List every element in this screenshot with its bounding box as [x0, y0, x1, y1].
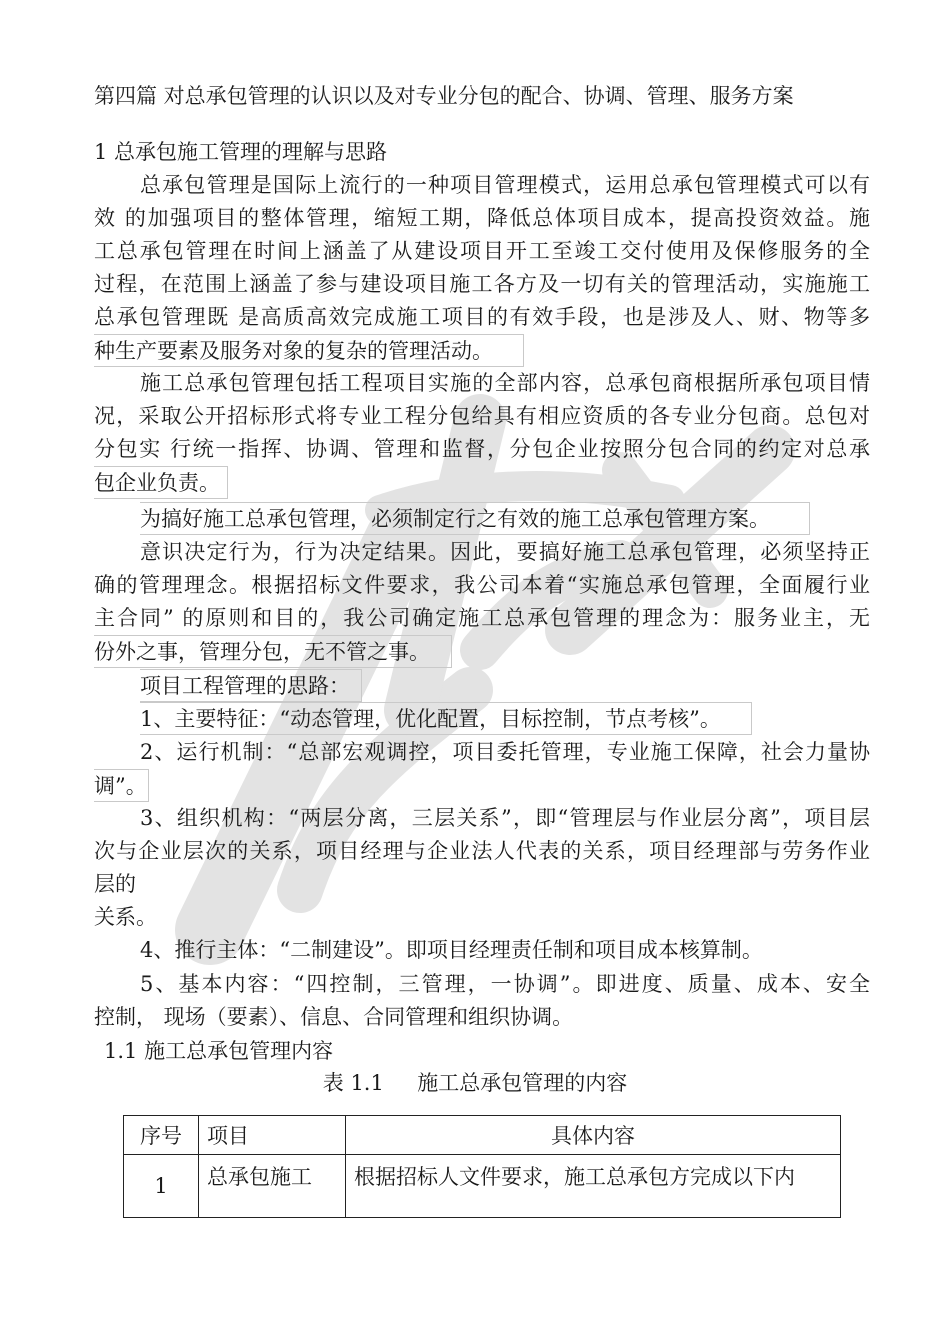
body-line: 层的: [94, 872, 136, 896]
body-line: 4、推行主体：“二制建设”。即项目经理责任制和项目成本核算制。: [140, 938, 763, 962]
body-line: 关系。: [94, 905, 157, 929]
body-line: 总承包管理是国际上流行的一种项目管理模式，运用总承包管理模式可以有: [140, 173, 870, 197]
body-line: 工总承包管理在时间上涵盖了从建设项目开工至竣工交付使用及保修服务的全: [94, 239, 870, 263]
body-line: 确的管理理念。根据招标文件要求，我公司本着“实施总承包管理，全面履行业: [94, 573, 870, 597]
body-line: 5、基本内容：“四控制，三管理，一协调”。即进度、质量、成本、安全: [140, 972, 870, 996]
body-line: 主合同” 的原则和目的，我公司确定施工总承包管理的理念为：服务业主，无: [94, 606, 870, 630]
body-line: 总承包管理既 是高质高效完成施工项目的有效手段，也是涉及人、财、物等多: [94, 305, 870, 329]
body-line: 包企业负责。: [94, 466, 228, 499]
body-line: 1、主要特征：“动态管理，优化配置，目标控制，节点考核”。: [140, 702, 752, 735]
table-cell: 1: [124, 1155, 199, 1218]
body-line: 调”。: [94, 769, 149, 802]
body-line: 份外之事，管理分包，无不管之事。: [94, 635, 452, 668]
body-line: 种生产要素及服务对象的复杂的管理活动。: [94, 334, 524, 367]
body-line: 次与企业层次的关系，项目经理与企业法人代表的关系，项目经理部与劳务作业: [94, 839, 870, 863]
document-heading: 第四篇 对总承包管理的认识以及对专业分包的配合、协调、管理、服务方案: [94, 84, 794, 108]
body-line: 况，采取公开招标形式将专业工程分包给具有相应资质的各专业分包商。总包对: [94, 404, 870, 428]
table-caption: 表 1.1 施工总承包管理的内容: [322, 1071, 628, 1095]
body-line: 意识决定行为，行为决定结果。因此，要搞好施工总承包管理，必须坚持正: [140, 540, 870, 564]
header-cell: 序号: [124, 1116, 199, 1155]
header-cell: 项目: [199, 1116, 346, 1155]
body-line: 项目工程管理的思路：: [140, 669, 362, 702]
table-cell: 根据招标人文件要求，施工总承包方完成以下内: [346, 1155, 841, 1218]
body-line: 控制， 现场（要素）、信息、合同管理和组织协调。: [94, 1005, 574, 1029]
body-line: 过程，在范围上涵盖了参与建设项目施工各方及一切有关的管理活动，实施施工: [94, 272, 870, 296]
body-line: 分包实 行统一指挥、协调、管理和监督，分包企业按照分包合同的约定对总承: [94, 437, 870, 461]
body-line: 效 的加强项目的整体管理，缩短工期，降低总体项目成本，提高投资效益。施: [94, 206, 870, 230]
subsection-title: 1.1 施工总承包管理内容: [104, 1039, 334, 1063]
body-line: 2、运行机制：“总部宏观调控，项目委托管理，专业施工保障，社会力量协: [140, 740, 870, 764]
body-line: 3、组织机构：“两层分离，三层关系”，即“管理层与作业层分离”，项目层: [140, 806, 870, 830]
table-header-row: [124, 1116, 841, 1155]
body-line: 施工总承包管理包括工程项目实施的全部内容，总承包商根据所承包项目情: [140, 371, 870, 395]
table-cell: 总承包施工: [199, 1155, 346, 1218]
section-title: 1 总承包施工管理的理解与思路: [94, 140, 388, 164]
content-table: [123, 1115, 841, 1218]
header-cell: 具体内容: [346, 1116, 841, 1155]
table-row: [124, 1155, 841, 1218]
body-line: 为搞好施工总承包管理，必须制定行之有效的施工总承包管理方案。: [140, 502, 810, 535]
